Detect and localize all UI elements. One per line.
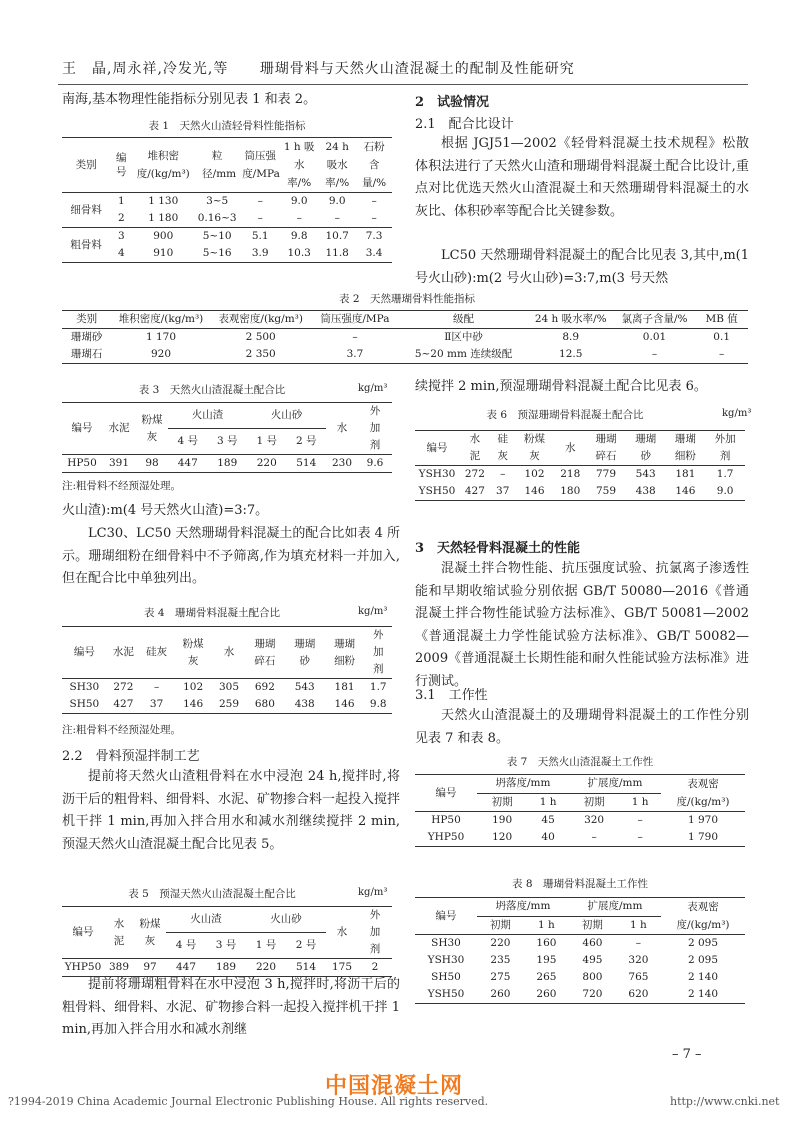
table-cell: 编号	[415, 775, 477, 812]
table-cell: 447	[166, 959, 206, 977]
table-cell: –	[356, 210, 392, 228]
table-4-caption: 表 4 珊瑚骨料混凝土配合比	[143, 607, 281, 619]
table-5	[62, 906, 392, 977]
table-cell: 495	[582, 954, 603, 966]
table-cell: YSH50	[415, 986, 477, 1004]
table-cell: YSH50	[415, 483, 459, 501]
table-cell: 3 号	[206, 933, 246, 959]
table-cell: 190	[492, 814, 513, 826]
table-6-caption: 表 6 预湿珊瑚骨料混凝土配合比	[486, 409, 644, 421]
table-cell: 编号	[62, 627, 107, 679]
table-cell: 720	[569, 986, 616, 1004]
table-cell: 坍落度/mm	[477, 898, 569, 917]
mix-ratio-continuation: 火山渣):m(4 号天然火山渣)=3:7。	[62, 503, 269, 518]
table-cell: 175	[326, 959, 358, 977]
table-cell: 水	[326, 403, 358, 455]
table-cell: 40	[527, 829, 569, 847]
table-cell: 1 h	[527, 793, 569, 812]
table-row	[415, 952, 745, 969]
table-cell: 9.6	[358, 455, 392, 473]
table-row	[62, 455, 392, 473]
table-cell: –	[635, 937, 642, 949]
table-cell: 5.1	[251, 230, 269, 242]
table-cell: 珊瑚砂	[294, 637, 316, 667]
table-cell: 181	[334, 681, 355, 693]
table-cell: 水泥	[107, 627, 140, 679]
section-2-1-paragraph: 根据 JGJ51—2002《轻骨料混凝土技术规程》松散体积法进行了天然火山渣和珊瑚骨料混凝土配合比设计,重点对比优选天然火山渣混凝土和天然珊瑚骨料混凝土的水灰比、体积砂率等配合比关键参数。	[415, 136, 749, 219]
table-3-caption: 表 3 天然火山渣混凝土配合比	[138, 384, 286, 396]
table-cell: 427	[107, 696, 140, 714]
table-cell: 146	[515, 483, 555, 501]
t1-h-bulk-density: 堆积密度/(kg/m³)	[136, 150, 190, 180]
table-cell: 火山渣	[168, 403, 247, 429]
table-row	[62, 245, 392, 263]
table-cell: 391	[102, 455, 136, 473]
copyright-footer: ?1994-2019 China Academic Journal Electronic Publishing House. All rights reserved.	[8, 1095, 489, 1108]
section-2-1-heading: 2.1 配合比设计	[415, 117, 514, 132]
table-cell: 坍落度/mm	[477, 775, 569, 794]
table-cell: 102	[524, 468, 545, 480]
table-cell: 0.1	[713, 331, 730, 343]
header-rule	[58, 84, 748, 85]
table-cell: 5~10	[202, 230, 232, 242]
table-cell: 水泥	[469, 433, 481, 462]
table-cell: 1 h	[524, 916, 569, 935]
table-cell: 24 h 吸水率/%	[528, 311, 614, 329]
section-3-heading: 3 天然轻骨料混凝土的性能	[415, 541, 581, 556]
table-1-caption: 表 1 天然火山渣轻骨料性能指标	[148, 120, 306, 132]
table-cell: 438	[285, 696, 325, 714]
table-row	[62, 193, 392, 211]
table-row	[62, 210, 392, 228]
table-cell: YSH30	[418, 468, 456, 480]
table-cell: 编号	[62, 403, 102, 455]
table-cell: 1.7	[716, 468, 734, 480]
table-cell: 9.0	[318, 193, 356, 211]
table-row	[415, 466, 745, 484]
t1-h-category: 类别	[75, 158, 97, 171]
table-row	[415, 812, 745, 830]
table-cell: 初期	[569, 916, 616, 935]
table-cell: 1 h	[619, 793, 661, 812]
table-cell: –	[500, 468, 506, 480]
table-cell: 779	[595, 468, 617, 480]
table-row	[62, 679, 392, 697]
table-cell: 初期	[569, 793, 619, 812]
table-cell: Ⅱ区中砂	[444, 331, 483, 343]
table-3-note: 注:粗骨料不经预湿处理。	[62, 480, 182, 492]
table-cell: 硅灰	[497, 433, 508, 462]
table-cell: 珊瑚砂	[635, 433, 657, 462]
table-cell: 120	[477, 829, 527, 847]
table-cell: 硅灰	[140, 627, 173, 679]
table-cell: –	[240, 210, 280, 228]
table-cell: 320	[584, 814, 605, 826]
table-cell: 900	[153, 230, 174, 242]
table-cell: 305	[218, 681, 240, 693]
table-cell: 146	[325, 696, 365, 714]
table-cell: 3.9	[240, 245, 280, 263]
table-cell: 759	[586, 483, 626, 501]
table-cell: 260	[477, 986, 524, 1004]
table-cell: –	[280, 210, 318, 228]
t1-group-fine: 细骨料	[62, 193, 110, 228]
table-cell: 1 号	[247, 429, 287, 455]
table-cell: 9.8	[364, 696, 392, 714]
table-cell: 9.8	[290, 230, 308, 242]
table-cell: 680	[245, 696, 285, 714]
site-watermark: 中国混凝土网	[325, 1074, 464, 1099]
table-cell: 2 140	[687, 971, 719, 983]
table-cell: 水	[213, 627, 245, 679]
table-cell: 220	[490, 937, 511, 949]
table-cell: 9.0	[280, 193, 318, 211]
table-7-caption: 表 7 天然火山渣混凝土工作性	[506, 756, 654, 768]
table-row	[415, 969, 745, 986]
table-cell: 10.7	[325, 230, 349, 242]
section-2-heading: 2 试验情况	[415, 95, 490, 110]
table-cell: 189	[206, 959, 246, 977]
table-cell: –	[614, 346, 696, 364]
table-6-unit: kg/m³	[722, 408, 752, 419]
table-cell: 1	[110, 193, 132, 211]
intro-paragraph: 南海,基本物理性能指标分别见表 1 和表 2。	[62, 92, 317, 107]
table-cell: 320	[628, 954, 649, 966]
table-cell: 97	[134, 959, 166, 977]
section-3-paragraph: 混凝土拌合物性能、抗压强度试验、抗氯离子渗透性能和早期收缩试验分别依据 GB/T 50080—2016《普通混凝土拌合物性能试验方法标准》、GB/T 50081—2002《普通混凝土力学性能试验方法标准》、GB/T 50082—2009《普通混凝土长期性能和耐久性能试验方法标准》进行测试。	[415, 561, 749, 689]
table-cell: 514	[287, 455, 327, 473]
table-cell: 265	[536, 971, 557, 983]
table-cell: 粉煤灰	[139, 917, 161, 947]
table-cell: 扩展度/mm	[569, 775, 661, 794]
table-cell: 195	[536, 954, 557, 966]
table-cell: 类别	[62, 311, 111, 329]
t1-h-id: 编号	[116, 152, 127, 178]
table-3	[62, 402, 392, 473]
table-cell: 火山砂	[247, 403, 326, 429]
table-cell: 珊瑚细粉	[334, 637, 356, 667]
table-cell: 外加剂	[369, 405, 381, 451]
table-cell: 5~16	[194, 245, 240, 263]
t1-h-size: 粒径/mm	[202, 150, 237, 180]
table-8-caption: 表 8 珊瑚骨料混凝土工作性	[511, 878, 649, 890]
table-cell: 543	[294, 681, 315, 693]
table-cell: 438	[626, 483, 666, 501]
table-cell: 7.3	[365, 230, 383, 242]
table-cell: 45	[541, 814, 555, 826]
table-cell: 0.01	[642, 331, 667, 343]
section-2-2-heading: 2.2 骨料预湿拌制工艺	[62, 749, 200, 764]
table-cell: 910	[132, 245, 194, 263]
table-cell: 氯离子含量/%	[614, 311, 696, 329]
table-cell: 146	[666, 483, 706, 501]
table-cell: SH30	[431, 937, 461, 949]
table-cell: SH50	[431, 971, 461, 983]
table-cell: SH30	[69, 681, 100, 693]
table-cell: 粉煤灰	[182, 637, 204, 667]
table-cell: 180	[554, 483, 586, 501]
table-cell: 珊瑚砂	[70, 331, 103, 343]
table-cell: 2 350	[211, 346, 311, 364]
header-title: 珊瑚骨料与天然火山渣混凝土的配制及性能研究	[259, 61, 575, 77]
table-cell: 筒压强度/MPa	[311, 311, 400, 329]
table-row	[415, 986, 745, 1004]
table-cell: –	[153, 681, 160, 693]
table-cell: 3.4	[356, 245, 392, 263]
table-cell: SH50	[62, 696, 107, 714]
table-cell: 235	[490, 954, 511, 966]
table-1	[62, 137, 392, 263]
table-cell: 37	[491, 483, 515, 501]
table-4-note: 注:粗骨料不经预湿处理。	[62, 724, 182, 736]
table-8	[415, 897, 745, 1004]
t1-h-crush: 筒压强度/MPa	[242, 150, 280, 180]
table-cell: 260	[524, 986, 569, 1004]
table-row	[415, 829, 745, 847]
table-cell: 427	[459, 483, 491, 501]
table-cell: 初期	[477, 793, 527, 812]
table-2-caption: 表 2 天然珊瑚骨料性能指标	[338, 293, 476, 305]
table-cell: 272	[464, 468, 485, 480]
table-cell: 1 号	[246, 933, 286, 959]
continued-paragraph: 续搅拌 2 min,预湿珊瑚骨料混凝土配合比见表 6。	[415, 379, 707, 394]
table-cell: 181	[675, 468, 696, 480]
table-cell: 外加剂	[714, 433, 736, 462]
table-cell: 9.0	[705, 483, 745, 501]
table-cell: 8.9	[562, 331, 580, 343]
table-cell: 1 970	[687, 814, 719, 826]
table-cell: 218	[560, 468, 581, 480]
table-cell: 级配	[399, 311, 527, 329]
table-cell: 火山砂	[246, 907, 326, 933]
table-cell: 259	[213, 696, 245, 714]
table-cell: 3~5	[194, 193, 240, 211]
table-cell: 4 号	[166, 933, 206, 959]
table-cell: 37	[140, 696, 173, 714]
section-3-1-heading: 3.1 工作性	[415, 688, 488, 703]
t1-group-coarse: 粗骨料	[62, 228, 110, 263]
table-cell: HP50	[62, 455, 102, 473]
table-cell: 粉煤灰	[141, 413, 163, 443]
table-cell: 2 095	[687, 954, 719, 966]
table-cell: 1 h	[616, 916, 661, 935]
table-cell: 火山渣	[166, 907, 246, 933]
table-cell: 2 号	[286, 933, 326, 959]
table-cell: 4 号	[168, 429, 208, 455]
t1-h-1h-abs: 1 h 吸水率/%	[283, 141, 315, 189]
table-row	[415, 483, 745, 501]
coral-presoak-paragraph: 提前将珊瑚粗骨料在水中浸泡 3 h,搅拌时,将沥干后的粗骨料、细骨料、水泥、矿物掺合料一起投入搅拌机干拌 1 min,再加入拌合用水和减水剂继	[62, 977, 400, 1038]
table-cell: 编号	[415, 898, 477, 935]
table-cell: 220	[247, 455, 287, 473]
table-cell: 1 180	[132, 210, 194, 228]
table-cell: 3 号	[208, 429, 248, 455]
table-cell: 表观密度/(kg/m³)	[676, 778, 730, 808]
table-cell: 765	[628, 971, 649, 983]
section-2-2-paragraph: 提前将天然火山渣粗骨料在水中浸泡 24 h,搅拌时,将沥干后的粗骨料、细骨料、水泥、矿物掺合料一起投入搅拌机干拌 1 min,再加入拌合用水和减水剂继续搅拌 2 min,预湿天然火山渣混凝土配合比见表 5。	[62, 769, 401, 852]
table-cell: 2	[110, 210, 132, 228]
table-cell: 3	[117, 230, 125, 242]
table-5-unit: kg/m³	[358, 887, 388, 898]
table-cell: 1 130	[132, 193, 194, 211]
table-cell: 1 170	[145, 331, 177, 343]
table-cell: 620	[616, 986, 661, 1004]
table-cell: 外加剂	[369, 909, 381, 955]
table-cell: 2	[358, 959, 392, 977]
table-cell: –	[695, 346, 748, 364]
table-3-unit: kg/m³	[358, 383, 388, 394]
table-2	[62, 310, 748, 364]
table-cell: 800	[582, 971, 603, 983]
table-cell: 4	[110, 245, 132, 263]
header-authors: 王 晶,周永祥,冷发光,等	[62, 61, 229, 77]
lc-mix-paragraph: LC30、LC50 天然珊瑚骨料混凝土的配合比如表 4 所示。珊瑚细粉在细骨料中不予筛离,作为填充材料一并加入,但在配合比中单独列出。	[62, 526, 400, 587]
table-cell: 2 140	[661, 986, 745, 1004]
table-cell: MB 值	[695, 311, 748, 329]
table-cell: 2 500	[245, 331, 276, 343]
table-cell: 水泥	[102, 403, 136, 455]
table-cell: –	[352, 331, 358, 343]
table-cell: –	[356, 193, 392, 211]
table-cell: 160	[536, 937, 557, 949]
table-cell: 12.5	[528, 346, 614, 364]
table-cell: 表观密度/(kg/m³)	[211, 311, 311, 329]
table-row	[62, 228, 392, 246]
table-cell: 粉煤灰	[523, 433, 545, 462]
table-cell: 堆积密度/(kg/m³)	[111, 311, 211, 329]
table-row	[415, 935, 745, 953]
table-cell: –	[637, 814, 643, 826]
page-number: – 7 –	[672, 1047, 702, 1062]
table-cell: 珊瑚细粉	[674, 433, 696, 462]
table-cell: 初期	[477, 916, 524, 935]
table-cell: 水	[554, 431, 586, 466]
table-cell: 10.3	[280, 245, 318, 263]
table-cell: 11.8	[318, 245, 356, 263]
table-cell: 2 095	[687, 937, 719, 949]
table-cell: 编号	[415, 431, 459, 466]
lc50-paragraph: LC50 天然珊瑚骨料混凝土的配合比见表 3,其中,m(1 号火山砂):m(2 号火山砂)=3:7,m(3 号天然	[415, 248, 749, 286]
table-row	[62, 696, 392, 714]
table-cell: 460	[582, 937, 603, 949]
table-cell: 0.16~3	[194, 210, 240, 228]
table-cell: 外加剂	[372, 629, 384, 675]
table-cell: 水泥	[113, 917, 125, 947]
table-cell: 389	[104, 959, 134, 977]
table-cell: 692	[254, 681, 275, 693]
table-cell: 189	[208, 455, 248, 473]
t1-h-powder: 石粉含量/%	[362, 141, 387, 189]
table-cell: 230	[326, 455, 358, 473]
table-cell: 220	[246, 959, 286, 977]
table-cell: –	[569, 829, 619, 847]
table-cell: –	[318, 210, 356, 228]
table-cell: –	[240, 193, 280, 211]
running-header	[62, 58, 575, 78]
table-cell: 水	[326, 907, 358, 959]
table-6	[415, 430, 745, 501]
table-cell: YSH30	[427, 954, 465, 966]
table-cell: 543	[635, 468, 656, 480]
table-cell: 98	[136, 455, 168, 473]
table-cell: 1.7	[369, 681, 387, 693]
cnki-link[interactable]: http://www.cnki.net	[670, 1095, 780, 1108]
table-5-caption: 表 5 预湿天然火山渣混凝土配合比	[128, 888, 296, 900]
table-cell: 5~20 mm 连续级配	[399, 346, 527, 364]
section-3-1-paragraph: 天然火山渣混凝土的及珊瑚骨料混凝土的工作性分别见表 7 和表 8。	[415, 708, 749, 746]
table-cell: –	[619, 829, 661, 847]
table-cell: 920	[111, 346, 211, 364]
table-cell: YHP50	[415, 829, 477, 847]
table-4-unit: kg/m³	[358, 606, 388, 617]
table-cell: 编号	[62, 907, 104, 959]
table-row	[62, 346, 748, 364]
table-cell: 珊瑚石	[62, 346, 111, 364]
table-cell: 272	[113, 681, 134, 693]
table-cell: 扩展度/mm	[569, 898, 661, 917]
table-cell: 珊瑚碎石	[595, 433, 617, 462]
table-cell: 1 790	[661, 829, 745, 847]
table-cell: HP50	[431, 814, 461, 826]
table-cell: 3.7	[311, 346, 400, 364]
table-cell: 514	[286, 959, 326, 977]
table-4	[62, 626, 392, 714]
table-7	[415, 774, 745, 847]
table-cell: 447	[168, 455, 208, 473]
table-cell: 2 号	[287, 429, 327, 455]
table-cell: 表观密度/(kg/m³)	[676, 901, 730, 931]
table-cell: 146	[173, 696, 213, 714]
table-cell: 102	[183, 681, 204, 693]
table-cell: YHP50	[62, 959, 104, 977]
t1-h-24h-abs: 24 h 吸水率/%	[325, 141, 350, 189]
table-cell: 275	[490, 971, 511, 983]
table-cell: 珊瑚碎石	[254, 637, 276, 667]
table-row	[62, 329, 748, 347]
